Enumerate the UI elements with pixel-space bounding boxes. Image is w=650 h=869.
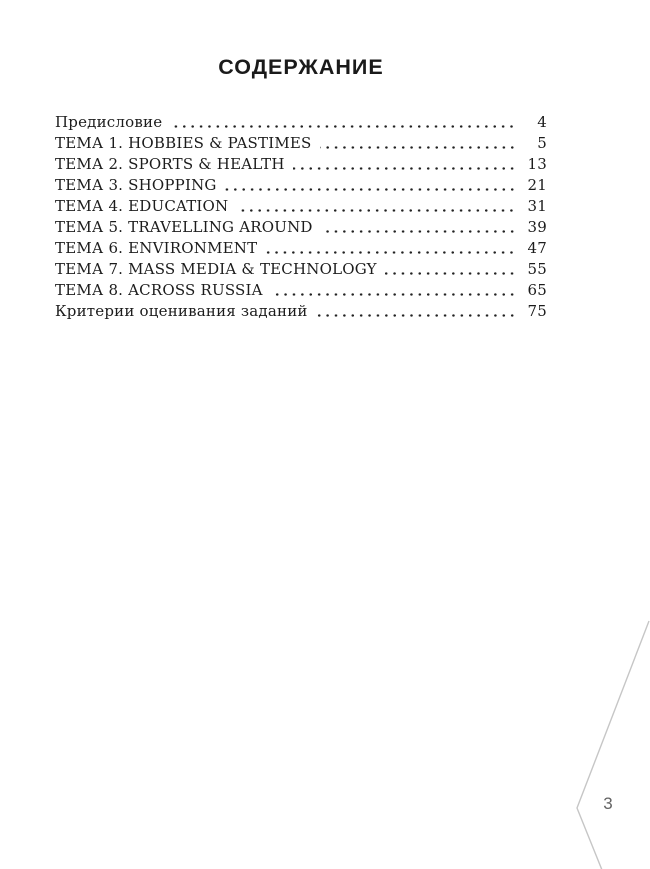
toc-entry-page: 55: [527, 260, 547, 278]
toc-entry-label: ТЕМА 7. MASS MEDIA & TECHNOLOGY: [55, 260, 377, 278]
dot-leader: [385, 259, 517, 280]
dot-leader: [170, 112, 517, 133]
toc-entry-page: 39: [527, 218, 547, 236]
toc-entry: [55, 217, 547, 238]
toc-entry-label: Предисловие: [55, 113, 163, 131]
toc-entry: [55, 280, 547, 301]
toc-entry: [55, 112, 547, 133]
toc-entry-label: ТЕМА 5. TRAVELLING AROUND: [55, 218, 313, 236]
dot-leader: [293, 154, 517, 175]
page-number: 3: [603, 794, 613, 813]
toc-entry-label: ТЕМА 4. EDUCATION: [55, 197, 229, 215]
toc-entry-page: 31: [527, 197, 547, 215]
toc-entry: [55, 301, 547, 322]
toc-entry: [55, 154, 547, 175]
dot-leader: [316, 301, 517, 322]
toc-entry: [55, 133, 547, 154]
table-of-contents: [55, 112, 547, 322]
dot-leader: [271, 280, 517, 301]
toc-entry: [55, 238, 547, 259]
toc-entry: [55, 259, 547, 280]
toc-entry-page: 65: [527, 281, 547, 299]
toc-entry: [55, 175, 547, 196]
toc-entry-label: Критерии оценивания заданий: [55, 302, 308, 320]
dot-leader: [321, 217, 517, 238]
toc-entry-page: 4: [537, 113, 547, 131]
toc-entry-label: ТЕМА 1. HOBBIES & PASTIMES: [55, 134, 312, 152]
toc-entry-page: 5: [537, 134, 547, 152]
dot-leader: [265, 238, 517, 259]
dot-leader: [320, 133, 517, 154]
toc-entry-label: ТЕМА 6. ENVIRONMENT: [55, 239, 258, 257]
toc-entry-page: 13: [527, 155, 547, 173]
toc-entry: [55, 196, 547, 217]
toc-entry-page: 21: [527, 176, 547, 194]
toc-entry-page: 47: [527, 239, 547, 257]
contents-title: СОДЕРЖАНИЕ: [218, 55, 384, 79]
dot-leader: [236, 196, 517, 217]
toc-entry-page: 75: [527, 302, 547, 320]
toc-entry-label: ТЕМА 3. SHOPPING: [55, 176, 217, 194]
dot-leader: [225, 175, 517, 196]
toc-entry-label: ТЕМА 8. ACROSS RUSSIA: [55, 281, 263, 299]
toc-entry-label: ТЕМА 2. SPORTS & HEALTH: [55, 155, 285, 173]
